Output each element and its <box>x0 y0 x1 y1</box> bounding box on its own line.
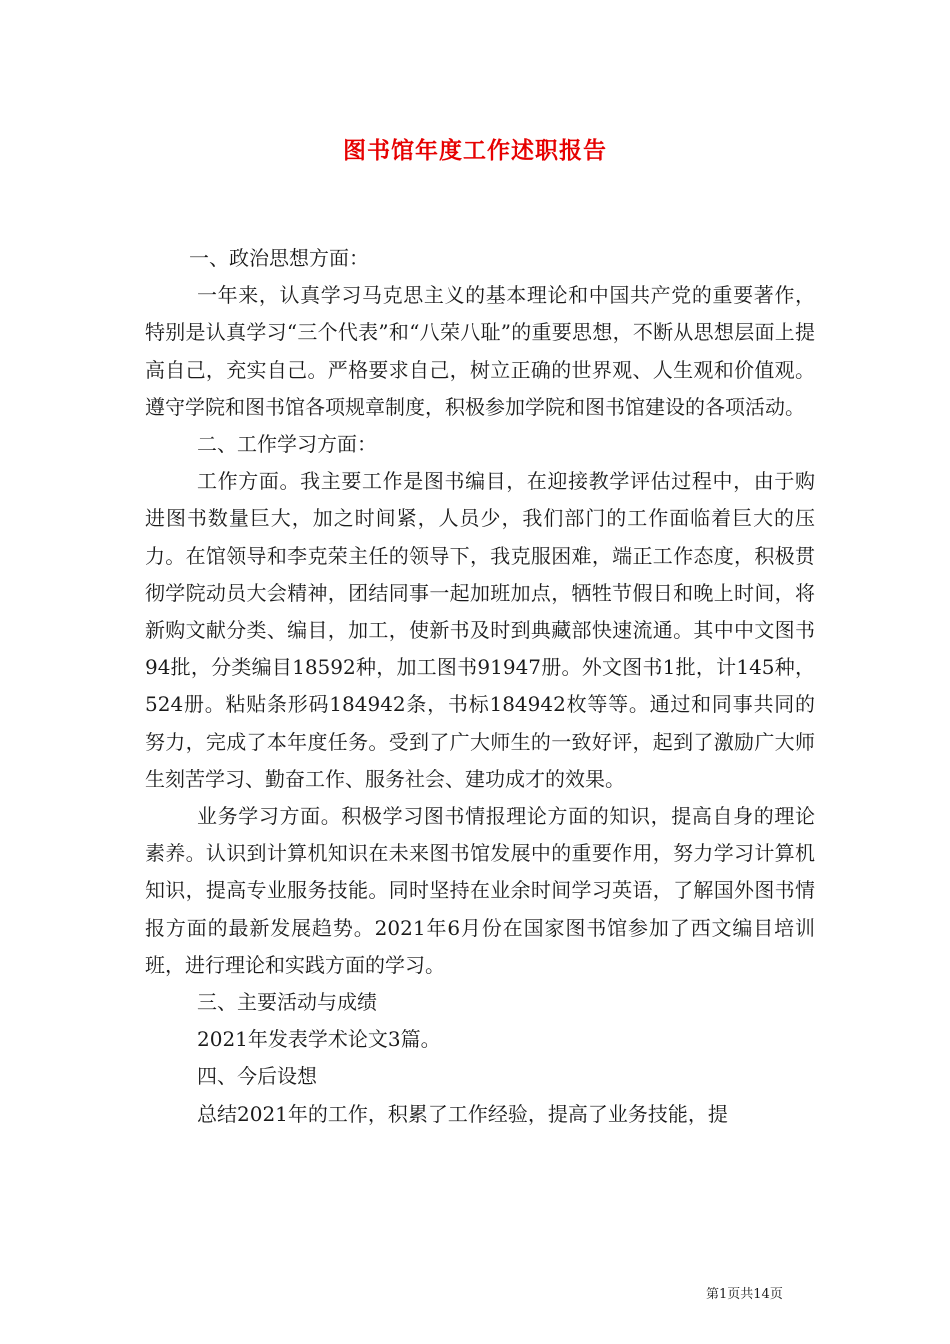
paragraph-achievements: 2021年发表学术论文3篇。 <box>197 1027 441 1052</box>
page-number: 第1页共14页 <box>706 1287 783 1302</box>
paragraph-politics: 一年来，认真学习马克思主义的基本理论和中国共产党的重要著作，特别是认真学习“三个代表”和“八荣八耻”的重要思想，不断从思想层面上提高自己，充实自己。严格要求自己，树立正确的世界观、人生观和价值观。遵守学院和图书馆各项规章制度，积极参加学院和图书馆建设的各项活动。 <box>145 283 815 419</box>
document-body <box>145 240 815 1133</box>
document-title: 图书馆年度工作述职报告 <box>343 137 607 164</box>
section-heading-politics: 一、政治思想方面： <box>189 246 369 270</box>
section-heading-achievements: 三、主要活动与成绩 <box>197 990 377 1015</box>
paragraph-study: 业务学习方面。积极学习图书情报理论方面的知识，提高自身的理论素养。认识到计算机知识在未来图书馆发展中的重要作用，努力学习计算机知识，提高专业服务技能。同时坚持在业余时间学习英语，了解国外图书情报方面的最新发展趋势。2021年6月份在国家图书馆参加了西文编目培训班，进行理论和实践方面的学习。 <box>145 804 815 977</box>
section-heading-plans: 四、今后设想 <box>197 1064 317 1089</box>
paragraph-plans: 总结2021年的工作，积累了工作经验，提高了业务技能，提 <box>197 1101 728 1126</box>
paragraph-work: 工作方面。我主要工作是图书编目，在迎接教学评估过程中，由于购进图书数量巨大，加之时间紧，人员少，我们部门的工作面临着巨大的压力。在馆领导和李克荣主任的领导下，我克服困难，端正工作态度，积极贯彻学院动员大会精神，团结同事一起加班加点，牺牲节假日和晚上时间，将新购文献分类、编目，加工，使新书及时到典藏部快速流通。其中中文图书94批，分类编目18592种，加工图书91947册。外文图书1批，计145种，524册。粘贴条形码184942条，书标184942枚等等。通过和同事共同的努力，完成了本年度任务。受到了广大师生的一致好评，起到了激励广大师生刻苦学习、勤奋工作、服务社会、建功成才的效果。 <box>145 469 815 791</box>
section-heading-work-study: 二、工作学习方面： <box>197 432 377 457</box>
